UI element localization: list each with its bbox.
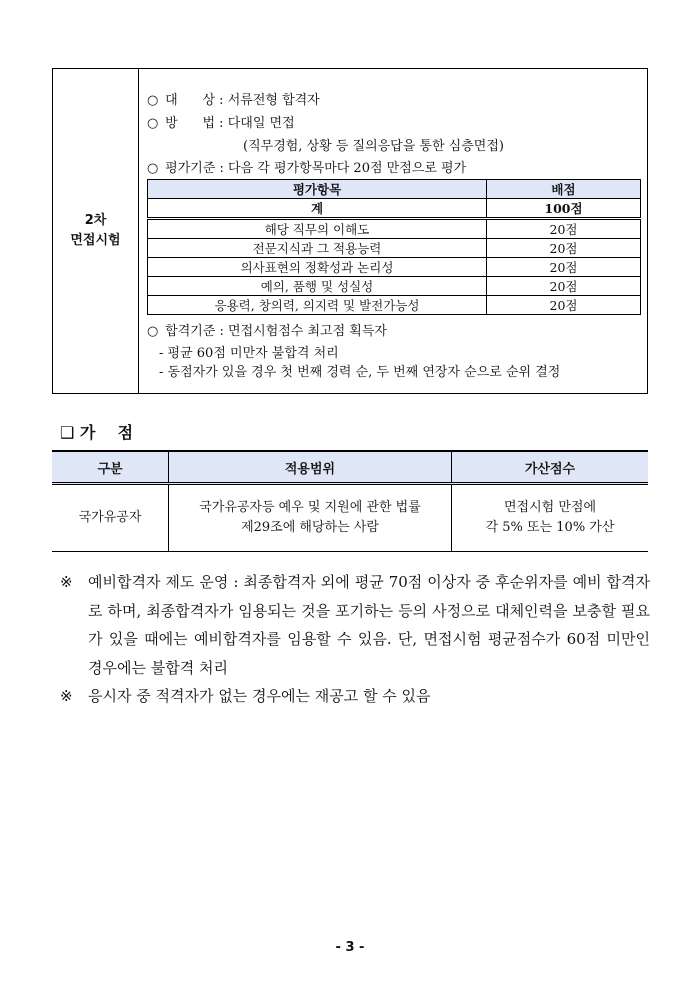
bonus-heading: ❑ 가 점	[60, 423, 134, 442]
exam-label-line2: 면접시험	[70, 233, 121, 248]
bonus-points-line2: 각 5% 또는 10% 가산	[485, 520, 615, 535]
circle-bullet-icon: ○	[147, 93, 159, 108]
table-row	[148, 296, 641, 315]
criteria-item: 전문지식과 그 적용능력	[148, 239, 487, 258]
pass-note-1: - 평균 60점 미만자 불합격 처리	[159, 346, 339, 361]
criteria-intro: 평가기준 : 다음 각 평가항목마다 20점 만점으로 평가	[165, 161, 467, 176]
criteria-item: 의사표현의 정확성과 논리성	[148, 258, 487, 277]
criteria-header-item: 평가항목	[148, 180, 487, 199]
bonus-col-category: 구분	[52, 451, 169, 484]
criteria-table	[147, 179, 641, 315]
notes	[60, 568, 650, 711]
page-number: - 3 -	[335, 940, 365, 955]
criteria-item: 예의, 품행 및 성실성	[148, 277, 487, 296]
bonus-scope	[169, 484, 452, 552]
criteria-score: 20점	[487, 219, 641, 239]
bonus-scope-line1: 국가유공자등 예우 및 지원에 관한 법률	[199, 500, 421, 515]
interview-exam-label	[53, 69, 139, 393]
exam-label-line1: 2차	[84, 213, 107, 228]
criteria-item: 해당 직무의 이해도	[148, 219, 487, 239]
bonus-col-scope: 적용범위	[169, 451, 452, 484]
table-row	[148, 239, 641, 258]
bonus-table-header	[52, 451, 648, 484]
table-row	[148, 219, 641, 239]
method-line	[147, 112, 295, 131]
criteria-table-header	[148, 180, 641, 199]
target-value: 서류전형 합격자	[227, 93, 320, 108]
note-re-announce-text: 응시자 중 적격자가 없는 경우에는 재공고 할 수 있음	[88, 687, 431, 705]
circle-bullet-icon: ○	[147, 116, 159, 131]
bonus-points	[452, 484, 649, 552]
table-row	[148, 258, 641, 277]
criteria-score: 20점	[487, 239, 641, 258]
pass-criteria-line	[147, 320, 387, 339]
criteria-total-score: 100점	[487, 199, 641, 219]
note-reserve	[60, 568, 650, 682]
criteria-score: 20점	[487, 277, 641, 296]
bonus-col-points: 가산점수	[452, 451, 649, 484]
method-value: 다대일 면접	[227, 116, 295, 131]
note-reserve-text: 예비합격자 제도 운영 : 최종합격자 외에 평균 70점 이상자 중 후순위자를 예비 합격자로 하며, 최종합격자가 임용되는 것을 포기하는 등의 사정으로 대체인력을 보충할 필요가 있을 때에는 예비합격자를 임용할 수 있음. 단, 면접시험 평균점수가 60점 미만인 경우에는 불합격 처리	[88, 573, 650, 677]
method-note: (직무경험, 상황 등 질의응답을 통한 심층면접)	[243, 139, 504, 154]
method-label: 방 법 :	[165, 116, 228, 131]
reference-mark-icon: ※	[60, 573, 73, 591]
criteria-total-label: 계	[148, 199, 487, 219]
circle-bullet-icon: ○	[147, 161, 159, 176]
table-row	[52, 484, 648, 552]
bonus-scope-line2: 제29조에 해당하는 사람	[241, 520, 379, 535]
criteria-header-score: 배점	[487, 180, 641, 199]
target-line	[147, 89, 320, 108]
criteria-item: 응용력, 창의력, 의지력 및 발전가능성	[148, 296, 487, 315]
interview-exam-section	[52, 68, 648, 394]
table-row	[148, 277, 641, 296]
bonus-category: 국가유공자	[52, 484, 169, 552]
criteria-total-row	[148, 199, 641, 219]
reference-mark-icon: ※	[60, 687, 73, 705]
pass-note-2: - 동점자가 있을 경우 첫 번째 경력 순, 두 번째 연장자 순으로 순위 결정	[159, 365, 561, 380]
bonus-table	[52, 450, 648, 552]
target-label: 대 상 :	[165, 93, 228, 108]
bonus-points-line1: 면접시험 만점에	[503, 500, 597, 515]
criteria-score: 20점	[487, 258, 641, 277]
criteria-score: 20점	[487, 296, 641, 315]
note-re-announce	[60, 682, 650, 711]
criteria-intro-line	[147, 157, 466, 176]
pass-criteria: 합격기준 : 면접시험점수 최고점 획득자	[165, 324, 387, 339]
circle-bullet-icon: ○	[147, 324, 159, 339]
